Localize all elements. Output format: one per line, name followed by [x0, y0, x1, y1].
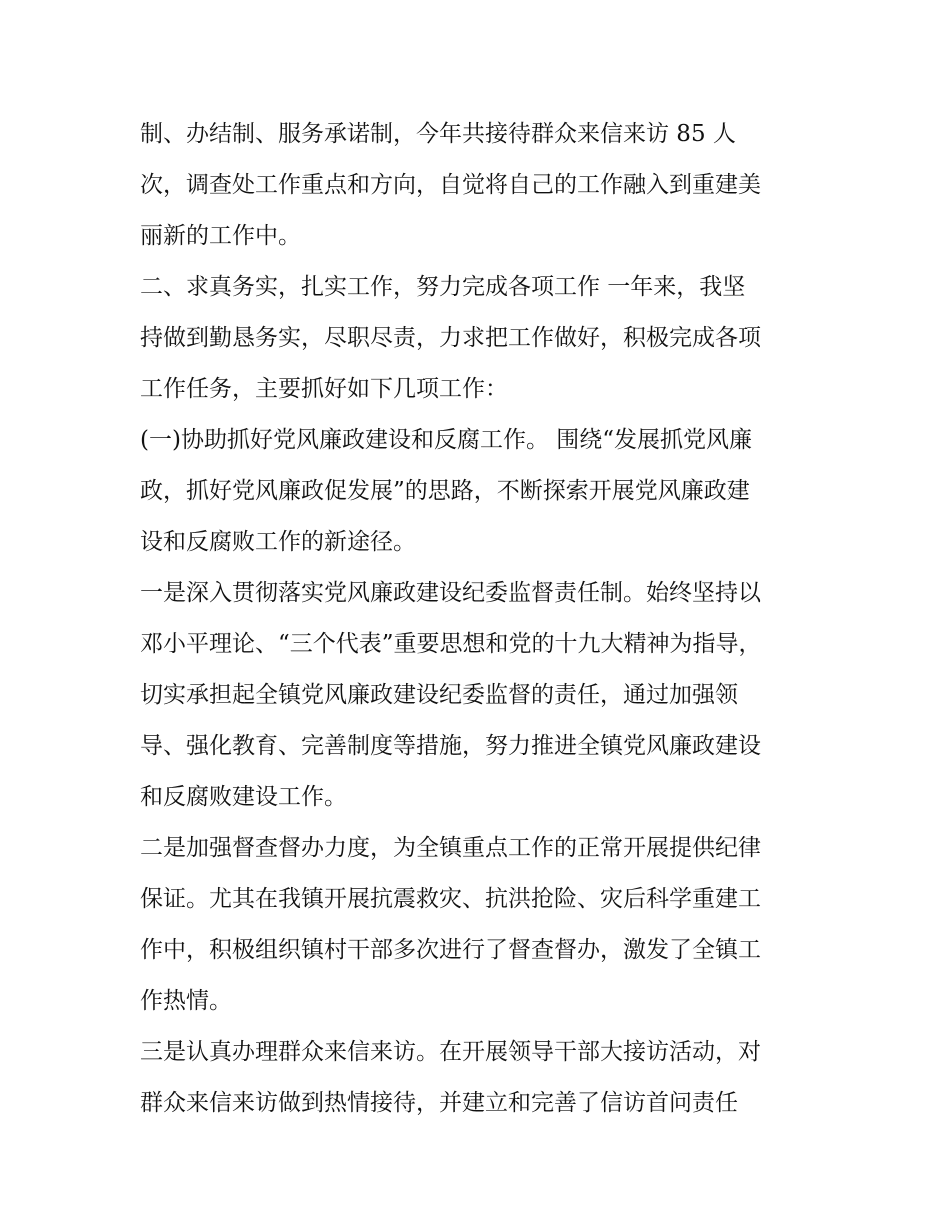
- text-line: 持做到勤恳务实，尽职尽责，力求把工作做好，积极完成各项: [140, 325, 761, 351]
- text-line: 政，抓好党风廉政促发展”的思路，不断探索开展党风廉政建: [140, 478, 750, 504]
- text-line: 二是加强督查督办力度，为全镇重点工作的正常开展提供纪律: [140, 835, 761, 861]
- text-line: 二、求真务实，扎实工作，努力完成各项工作 一年来，我坚: [140, 274, 746, 300]
- text-line: 制、办结制、服务承诺制，今年共接待群众来信来访 85 人: [140, 121, 736, 147]
- text-line: 群众来信来访做到热情接待，并建立和完善了信访首问责任: [140, 1090, 738, 1116]
- text-line: 一是深入贯彻落实党风廉政建设纪委监督责任制。始终坚持以: [140, 580, 761, 606]
- text-line: 三是认真办理群众来信来访。在开展领导干部大接访活动，对: [140, 1039, 761, 1065]
- text-line: 和反腐败建设工作。: [140, 784, 347, 810]
- text-line: 导、强化教育、完善制度等措施，努力推进全镇党风廉政建设: [140, 733, 761, 759]
- text-line: 邓小平理论、“三个代表”重要思想和党的十九大精神为指导，: [140, 631, 762, 657]
- text-line: 工作任务，主要抓好如下几项工作：: [140, 376, 508, 402]
- text-line: (一)协助抓好党风廉政建设和反腐工作。 围绕“发展抓党风廉: [140, 427, 753, 453]
- text-line: 设和反腐败工作的新途径。: [140, 529, 416, 555]
- text-line: 作中，积极组织镇村干部多次进行了督查督办，激发了全镇工: [140, 937, 761, 963]
- body-text: [140, 109, 820, 1129]
- text-line: 作热情。: [140, 988, 232, 1014]
- text-line: 次，调查处工作重点和方向，自觉将自己的工作融入到重建美: [140, 172, 761, 198]
- text-line: 丽新的工作中。: [140, 223, 301, 249]
- text-line: 保证。尤其在我镇开展抗震救灾、抗洪抢险、灾后科学重建工: [140, 886, 761, 912]
- text-line: 切实承担起全镇党风廉政建设纪委监督的责任，通过加强领: [140, 682, 738, 708]
